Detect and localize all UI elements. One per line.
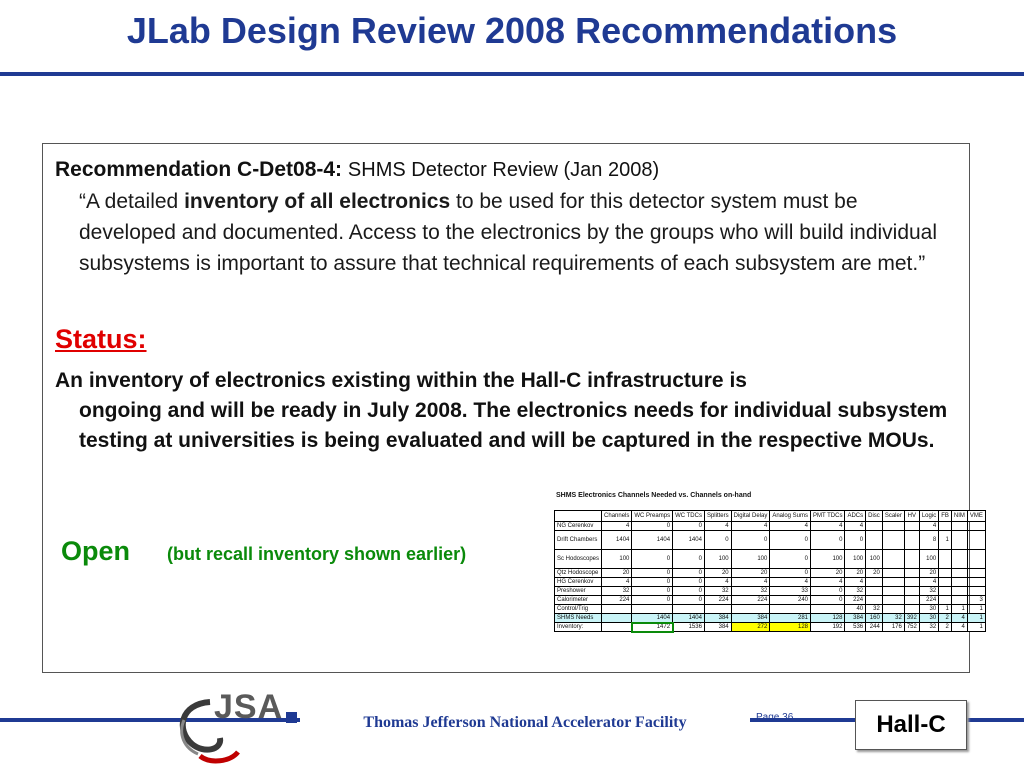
table-cell	[951, 587, 967, 596]
table-cell: 224	[731, 596, 770, 605]
table-cell	[602, 623, 632, 632]
table-cell	[967, 550, 985, 569]
table-cell	[882, 578, 904, 587]
table-cell: 4	[919, 522, 938, 531]
table-header-cell: Digital Delay	[731, 511, 770, 522]
table-row-label: Qtz Hodoscope	[555, 569, 602, 578]
logo-square-icon	[286, 712, 297, 723]
table-row-label: Control/Trig	[555, 605, 602, 614]
table-cell	[967, 531, 985, 550]
table-row-label: Drift Chambers	[555, 531, 602, 550]
table-cell: 4	[602, 578, 632, 587]
table-cell: 20	[731, 569, 770, 578]
table-cell: 192	[811, 623, 845, 632]
table-cell: 3	[967, 596, 985, 605]
table-cell: 0	[770, 569, 811, 578]
table-cell	[602, 614, 632, 623]
table-row	[555, 605, 986, 614]
table-row-label: Inventory:	[555, 623, 602, 632]
table-row	[555, 596, 986, 605]
table-header-cell	[555, 511, 602, 522]
table-cell: 30	[919, 605, 938, 614]
table-cell: 30	[919, 614, 938, 623]
table-cell	[704, 605, 731, 614]
slide-title: JLab Design Review 2008 Recommendations	[126, 10, 898, 51]
table-cell: 0	[704, 531, 731, 550]
table-cell: 1404	[673, 614, 705, 623]
table-cell: 0	[632, 596, 673, 605]
table-cell	[951, 596, 967, 605]
table-cell: 224	[845, 596, 866, 605]
table-cell: 160	[866, 614, 883, 623]
table-cell: 1536	[673, 623, 705, 632]
table-cell: 32	[919, 623, 938, 632]
table-row	[555, 522, 986, 531]
table-cell	[939, 522, 952, 531]
table-header-cell: FB	[939, 511, 952, 522]
table-cell: 32	[866, 605, 883, 614]
status-text-first: An inventory of electronics existing within the Hall-C infrastructure is	[55, 369, 747, 392]
table-cell: 1472	[632, 623, 673, 632]
table-cell	[967, 569, 985, 578]
table-body	[555, 522, 986, 632]
inventory-table-wrap	[554, 510, 983, 632]
table-row-label: Preshower	[555, 587, 602, 596]
table-cell: 1404	[673, 531, 705, 550]
table-cell: 32	[882, 614, 904, 623]
table-row-label: Calorimeter	[555, 596, 602, 605]
table-row	[555, 578, 986, 587]
open-label: Open	[61, 536, 131, 566]
page-number: Page 36	[756, 712, 794, 723]
table-cell: 32	[731, 587, 770, 596]
table-cell	[866, 522, 883, 531]
status-heading: Status:	[55, 324, 147, 354]
table-cell: 4	[919, 578, 938, 587]
hall-c-badge	[855, 700, 967, 750]
table-cell: 4	[811, 522, 845, 531]
table-cell: 0	[845, 531, 866, 550]
table-cell: 272	[731, 623, 770, 632]
table-row-label: NG Cerenkov	[555, 522, 602, 531]
table-cell	[632, 605, 673, 614]
table-cell	[939, 569, 952, 578]
table-cell: 4	[845, 522, 866, 531]
table-header-cell: VME	[967, 511, 985, 522]
table-cell: 40	[845, 605, 866, 614]
table-cell: 128	[770, 623, 811, 632]
table-cell: 176	[882, 623, 904, 632]
table-cell: 1	[939, 531, 952, 550]
table-title: SHMS Electronics Channels Needed vs. Channels on-hand	[556, 492, 752, 499]
table-cell: 384	[731, 614, 770, 623]
table-cell: 2	[939, 623, 952, 632]
table-cell	[904, 596, 919, 605]
table-cell: 100	[845, 550, 866, 569]
quote-pre: “A detailed	[79, 190, 185, 213]
table-cell	[951, 569, 967, 578]
table-cell: 32	[919, 587, 938, 596]
table-cell: 0	[770, 531, 811, 550]
table-header-cell: NIM	[951, 511, 967, 522]
table-header-cell: HV	[904, 511, 919, 522]
table-cell: 20	[602, 569, 632, 578]
table-cell: 384	[704, 623, 731, 632]
table-cell	[882, 605, 904, 614]
table-header-cell: PMT TDCs	[811, 511, 845, 522]
table-cell: 536	[845, 623, 866, 632]
inventory-table	[554, 510, 986, 632]
table-header-cell: WC Preamps	[632, 511, 673, 522]
table-row	[555, 614, 986, 623]
table-cell: 20	[811, 569, 845, 578]
table-cell: 20	[845, 569, 866, 578]
recommendation-block	[55, 154, 955, 279]
table-cell: 4	[770, 578, 811, 587]
table-cell	[866, 578, 883, 587]
table-cell: 0	[673, 522, 705, 531]
table-cell: 1	[939, 605, 952, 614]
table-cell	[602, 605, 632, 614]
table-cell: 33	[770, 587, 811, 596]
table-cell: 392	[904, 614, 919, 623]
table-row	[555, 587, 986, 596]
table-cell: 100	[811, 550, 845, 569]
table-cell: 752	[904, 623, 919, 632]
table-cell: 0	[673, 578, 705, 587]
table-cell: 0	[673, 587, 705, 596]
table-header-cell: Analog Sums	[770, 511, 811, 522]
table-cell: 20	[919, 569, 938, 578]
table-header-cell: ADCs	[845, 511, 866, 522]
table-header-cell: Splitters	[704, 511, 731, 522]
table-cell	[731, 605, 770, 614]
table-cell: 100	[866, 550, 883, 569]
table-cell: 32	[602, 587, 632, 596]
table-cell: 1	[951, 605, 967, 614]
table-cell	[866, 587, 883, 596]
table-cell: 4	[951, 614, 967, 623]
table-cell: 384	[704, 614, 731, 623]
content-box	[42, 143, 983, 673]
hall-c-label: Hall-C	[876, 711, 946, 738]
table-cell	[904, 605, 919, 614]
table-cell	[951, 550, 967, 569]
table-cell	[673, 605, 705, 614]
table-cell: 0	[632, 569, 673, 578]
table-cell	[939, 550, 952, 569]
table-cell: 20	[704, 569, 731, 578]
table-cell: 1404	[632, 614, 673, 623]
table-cell	[882, 522, 904, 531]
table-cell: 2	[939, 614, 952, 623]
table-cell	[939, 587, 952, 596]
table-cell: 1	[967, 605, 985, 614]
table-row	[555, 550, 986, 569]
jsa-logo-text: JSA	[214, 688, 284, 726]
table-cell	[882, 587, 904, 596]
table-cell: 224	[704, 596, 731, 605]
table-cell	[904, 550, 919, 569]
table-cell: 0	[673, 596, 705, 605]
table-cell	[951, 578, 967, 587]
table-row	[555, 623, 986, 632]
table-cell: 4	[845, 578, 866, 587]
quote-bold: inventory of all electronics	[184, 190, 451, 213]
table-header-row	[555, 511, 986, 522]
table-cell	[904, 522, 919, 531]
table-header-cell: Logic	[919, 511, 938, 522]
table-cell	[967, 587, 985, 596]
table-cell: 384	[845, 614, 866, 623]
table-cell	[866, 531, 883, 550]
table-row	[555, 531, 986, 550]
table-cell	[904, 587, 919, 596]
title-divider	[0, 72, 1024, 76]
recommendation-quote	[55, 186, 955, 279]
table-cell: 240	[770, 596, 811, 605]
table-cell: 1404	[602, 531, 632, 550]
table-cell: 20	[866, 569, 883, 578]
table-cell: 0	[811, 587, 845, 596]
table-cell: 281	[770, 614, 811, 623]
table-cell: 100	[731, 550, 770, 569]
table-cell	[967, 522, 985, 531]
table-cell: 0	[632, 578, 673, 587]
table-cell: 4	[731, 522, 770, 531]
table-cell: 224	[919, 596, 938, 605]
table-row-label: SHMS Needs	[555, 614, 602, 623]
status-text	[55, 366, 955, 456]
table-cell	[882, 569, 904, 578]
table-cell	[904, 569, 919, 578]
table-cell: 32	[845, 587, 866, 596]
table-cell: 8	[919, 531, 938, 550]
open-note: (but recall inventory shown earlier)	[167, 544, 467, 564]
table-cell	[939, 596, 952, 605]
table-header-cell: Disc	[866, 511, 883, 522]
table-row-label: HG Cerenkov	[555, 578, 602, 587]
table-cell: 100	[602, 550, 632, 569]
recommendation-heading: Recommendation C-Det08-4:	[55, 158, 343, 181]
table-cell	[904, 578, 919, 587]
table-cell: 4	[704, 578, 731, 587]
table-cell	[811, 605, 845, 614]
table-cell: 1	[967, 623, 985, 632]
table-row	[555, 569, 986, 578]
table-cell	[882, 596, 904, 605]
table-cell: 0	[673, 569, 705, 578]
table-row-label: Sc Hodoscopes	[555, 550, 602, 569]
table-cell: 0	[673, 550, 705, 569]
table-cell: 4	[704, 522, 731, 531]
table-cell: 4	[602, 522, 632, 531]
table-cell: 4	[951, 623, 967, 632]
table-cell: 4	[731, 578, 770, 587]
table-cell	[882, 550, 904, 569]
status-text-rest: ongoing and will be ready in July 2008. The electronics needs for individual subsystem testing at universities is being evaluated and will be captured in the respective MOUs.	[79, 399, 948, 452]
table-cell	[882, 531, 904, 550]
table-cell: 0	[632, 587, 673, 596]
table-cell: 32	[704, 587, 731, 596]
table-header-cell: WC TDCs	[673, 511, 705, 522]
table-cell: 244	[866, 623, 883, 632]
quote-post: to be used for this detector system must be developed and documented. Access to the electronics by the groups who will build individual subsystems is important to assure that technical requirements of each subsystem are met.”	[79, 190, 938, 275]
table-cell: 224	[602, 596, 632, 605]
table-cell	[951, 522, 967, 531]
table-cell: 128	[811, 614, 845, 623]
table-cell: 4	[770, 522, 811, 531]
table-cell	[951, 531, 967, 550]
table-cell: 0	[632, 522, 673, 531]
table-header-cell: Scaler	[882, 511, 904, 522]
table-cell: 1404	[632, 531, 673, 550]
table-cell	[939, 578, 952, 587]
table-cell: 100	[704, 550, 731, 569]
table-cell: 0	[632, 550, 673, 569]
table-cell: 1	[967, 614, 985, 623]
table-cell: 0	[811, 596, 845, 605]
table-cell: 100	[919, 550, 938, 569]
table-cell: 4	[811, 578, 845, 587]
facility-banner	[300, 708, 750, 738]
recommendation-source: SHMS Detector Review (Jan 2008)	[347, 159, 660, 181]
table-cell	[904, 531, 919, 550]
table-cell: 0	[731, 531, 770, 550]
table-cell: 0	[811, 531, 845, 550]
table-cell	[967, 578, 985, 587]
table-header-cell: Channels	[602, 511, 632, 522]
table-cell: 0	[770, 550, 811, 569]
table-cell	[866, 596, 883, 605]
table-cell	[770, 605, 811, 614]
facility-name: Thomas Jefferson National Accelerator Facility	[363, 714, 687, 731]
